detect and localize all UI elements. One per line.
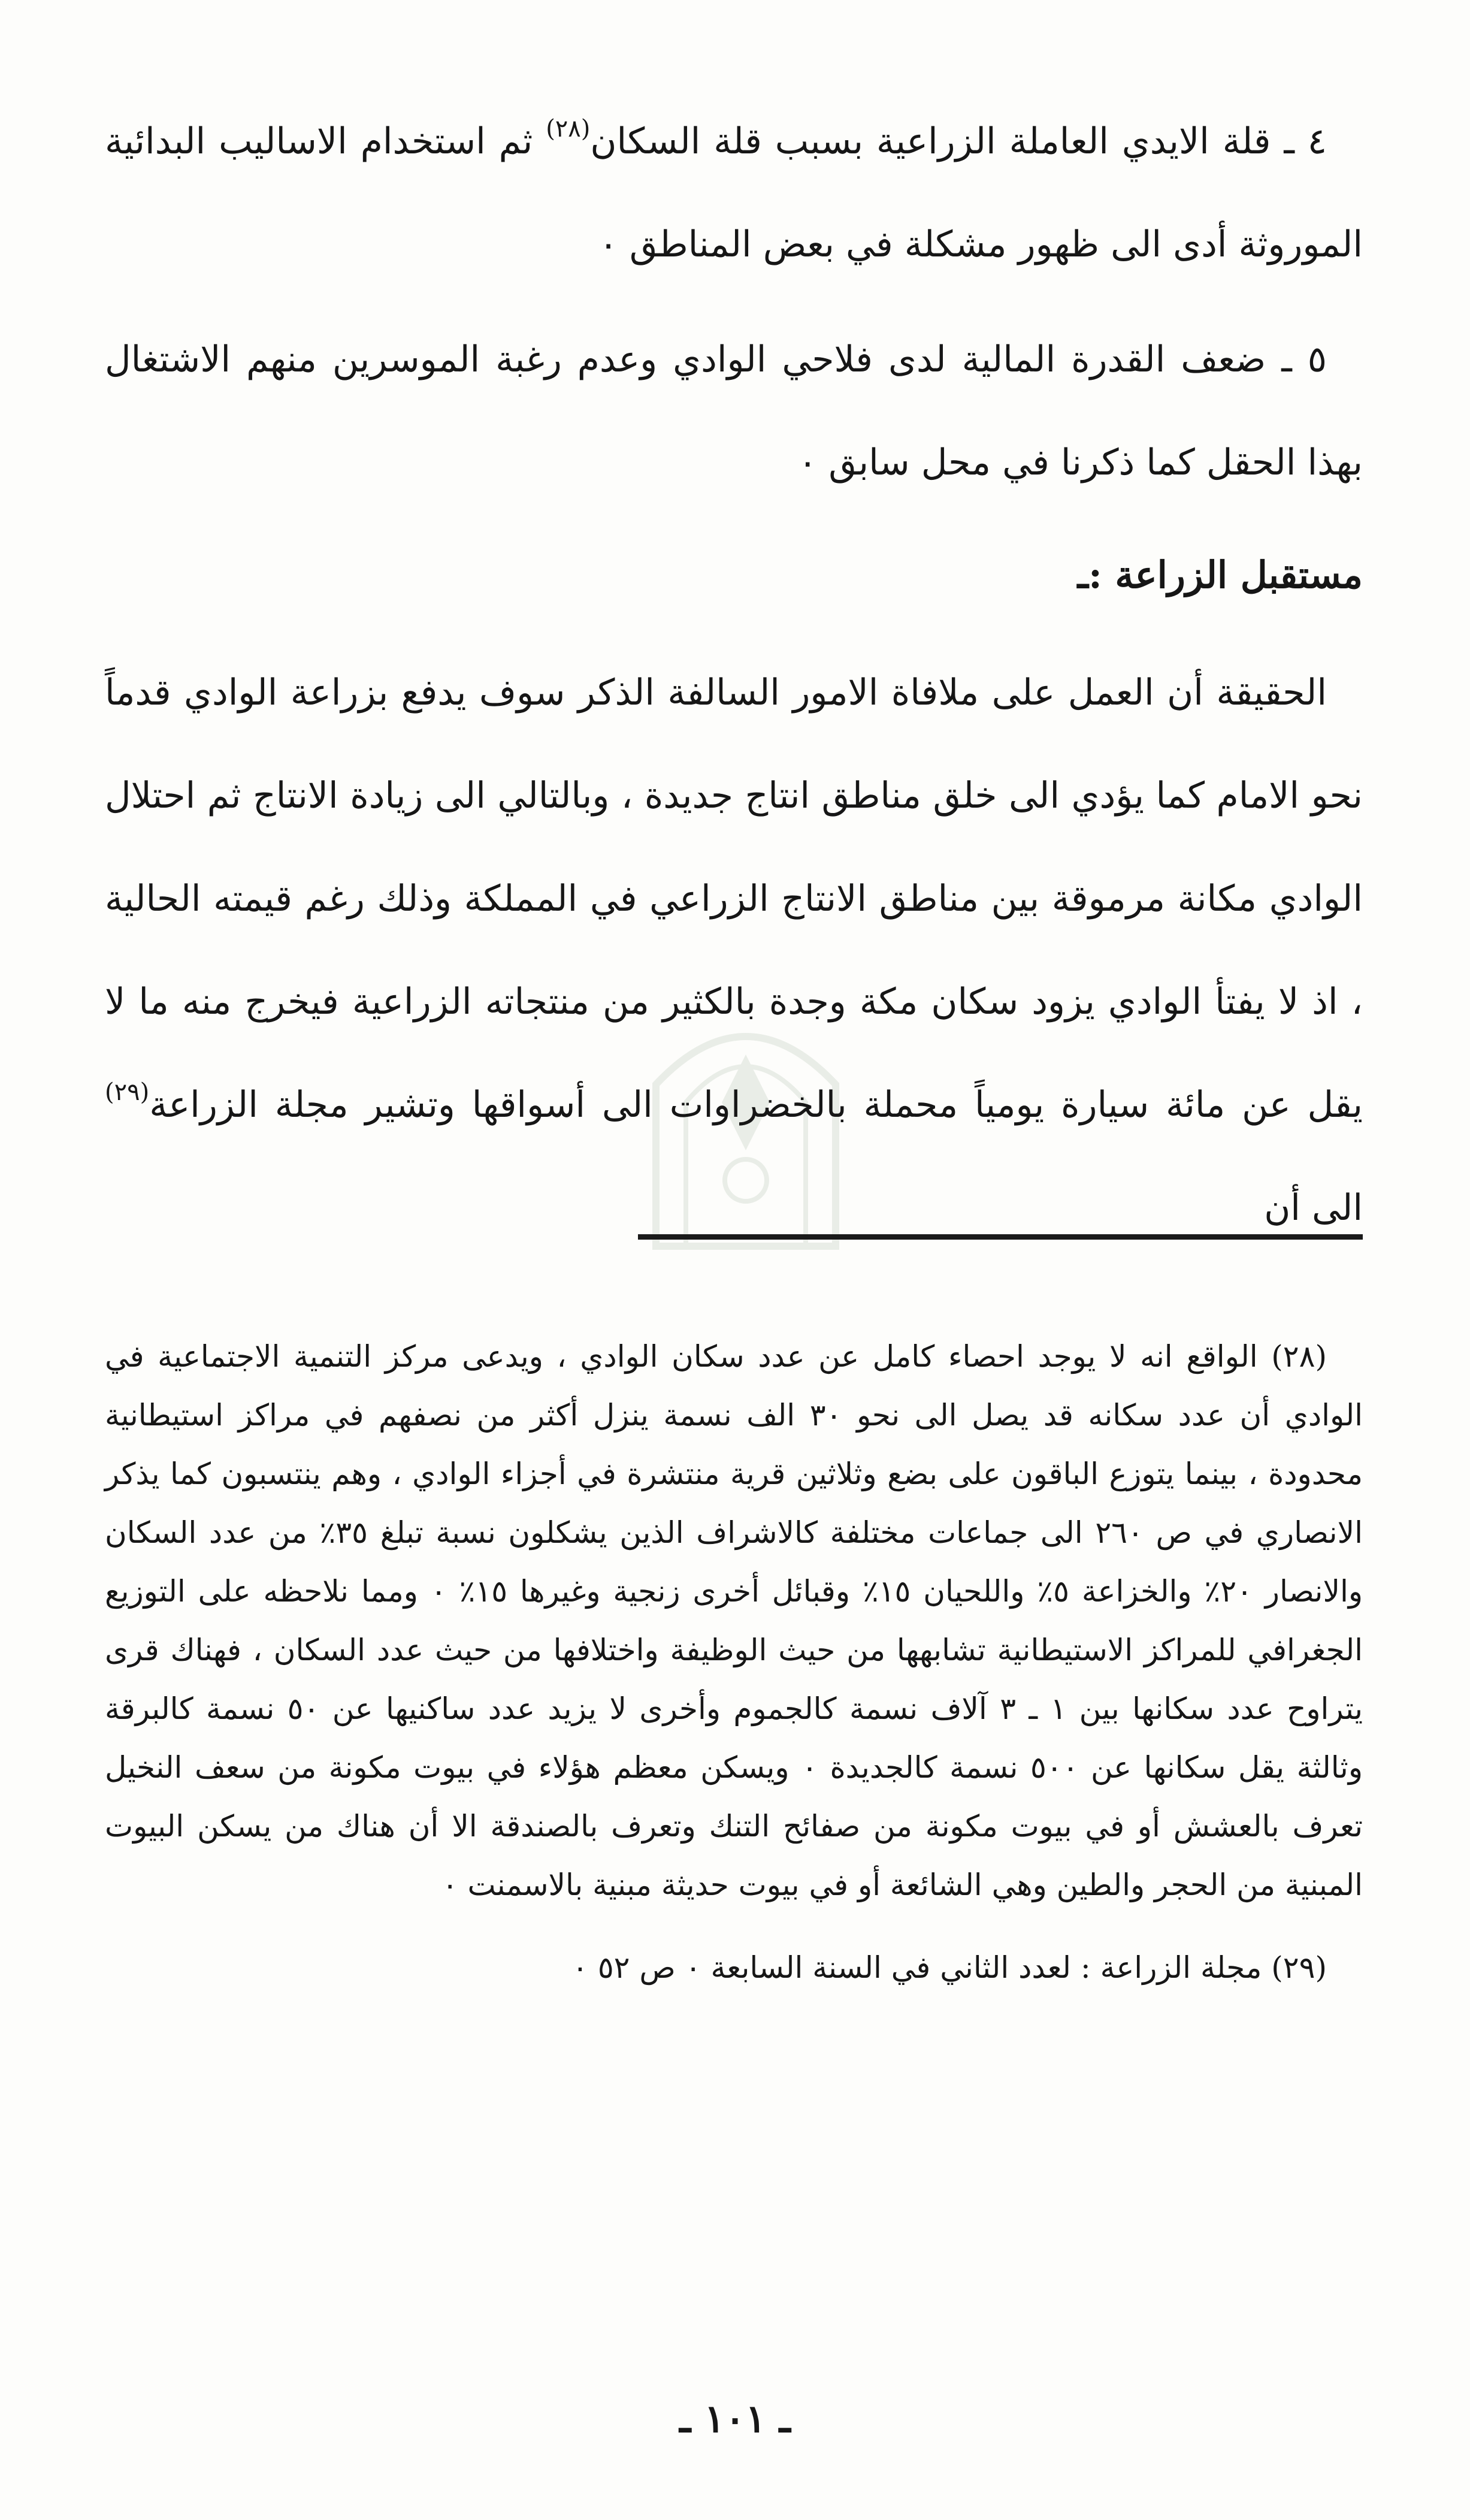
footnotes bbox=[105, 1327, 1363, 1997]
footnote-ref-28[interactable]: (٢٨) bbox=[546, 115, 591, 143]
section-heading: مستقبل الزراعة :ـ bbox=[1077, 553, 1363, 597]
main-paragraph: الحقيقة أن العمل على ملافاة الامور السالفة الذكر سوف يدفع بزراعة الوادي قدماً نحو الامام كما يؤدي الى خلق مناطق انتاج جديدة ، وبالتالي الى زيادة الانتاج ثم احتلال الوادي مكانة مرموقة بين مناطق الانتاج الزراعي في المملكة وذلك رغم قيمته الحالية ، اذ لا يفتأ الوادي يزود سكان مكة وجدة بالكثير من منتجاته الزراعية فيخرج منه ما لا يقل عن مائة سيارة يومياً محملة بالخضراوات الى أسواقها وتشير مجلة الزراعة$^{(٢٩)}$ الى أن bbox=[105, 672, 1363, 1229]
list-item-5: ٥ ـ ضعف القدرة المالية لدى فلاحي الوادي وعدم رغبة الموسرين منهم الاشتغال بهذا الحقل كما ذكرنا في محل سابق ٠ bbox=[105, 339, 1363, 484]
footnote-ref-29[interactable]: (٢٩) bbox=[105, 1078, 150, 1106]
footnote-29: (٢٩) مجلة الزراعة : لعدد الثاني في السنة السابعة ٠ ص ٥٢ ٠ bbox=[572, 1950, 1327, 1985]
footnote-separator bbox=[638, 1234, 1363, 1240]
page-number: ـ ١٠١ ـ bbox=[679, 2397, 791, 2442]
list-item-4: ٤ ـ قلة الايدي العاملة الزراعية بسبب قلة السكان$^{(٢٨)}$ ثم استخدام الاساليب البدائية الموروثة أدى الى ظهور مشكلة في بعض المناطق ٠ bbox=[105, 115, 1363, 265]
list-items bbox=[105, 90, 1363, 514]
footnote-28: (٢٨) الواقع انه لا يوجد احصاء كامل عن عدد سكان الوادي ، ويدعى مركز التنمية الاجتماعية في الوادي أن عدد سكانه قد يصل الى نحو ٣٠ الف نسمة ينزل أكثر من نصفهم في مراكز استيطانية محدودة ، بينما يتوزع الباقون على بضع وثلاثين قرية منتشرة في أجزاء الوادي ، وهم ينتسبون كما يذكر الانصاري في ص ٢٦٠ الى جماعات مختلفة كالاشراف الذين يشكلون نسبة تبلغ ٣٥٪ من عدد السكان والانصار ٢٠٪ والخزاعة ٥٪ واللحيان ١٥٪ وقبائل أخرى زنجية وغيرها ١٥٪ ٠ ومما نلاحظه على التوزيع الجغرافي للمراكز الاستيطانية تشابهها من حيث الوظيفة واختلافها من حيث عدد السكان ، فهناك قرى يتراوح عدد سكانها بين ١ ـ ٣ آلاف نسمة كالجموم وأخرى لا يزيد عدد ساكنيها عن ٥٠ نسمة كالبرقة وثالثة يقل سكانها عن ٥٠٠ نسمة كالجديدة ٠ ويسكن معظم هؤلاء في بيوت مكونة من سعف النخيل تعرف بالعشش أو في بيوت مكونة من صفائح التنك وتعرف بالصندقة الا أن هناك من يسكن البيوت المبنية من الحجر والطين وهي الشائعة أو في بيوت حديثة مبنية بالاسمنت ٠ bbox=[105, 1339, 1363, 1902]
